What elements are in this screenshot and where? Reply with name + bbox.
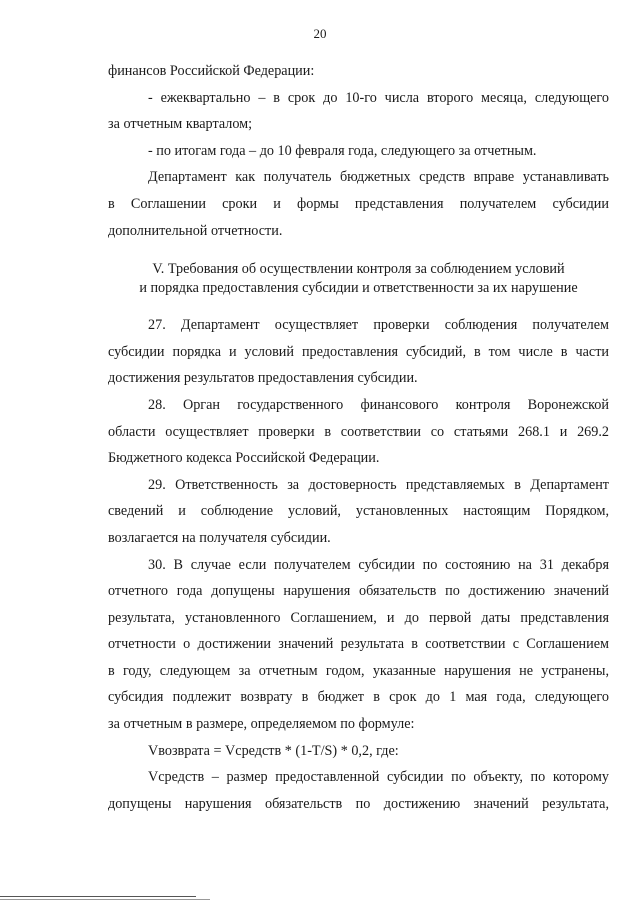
text-line: сведений и соблюдение условий, установленных настоящим Порядком,: [108, 503, 609, 520]
text-line: Vсредств – размер предоставленной субсидии по объекту, по которому: [148, 769, 609, 786]
footer-rule: [0, 899, 210, 900]
paragraph-continuation: [108, 58, 609, 85]
text-line: в году, следующем за отчетным годом, указанные нарушения не устранены,: [108, 662, 609, 679]
paragraph-27: [108, 312, 609, 392]
text-line: 28. Орган государственного финансового контроля Воронежской: [148, 396, 609, 413]
paragraph-29: [108, 472, 609, 552]
text-line: за отчетным в размере, определяемом по формуле:: [108, 716, 415, 733]
text-line: достижения результатов предоставления субсидии.: [108, 370, 418, 387]
text-line: 27. Департамент осуществляет проверки соблюдения получателем: [148, 317, 609, 334]
text-line: финансов Российской Федерации:: [108, 63, 315, 79]
text-line: субсидия подлежит возврату в бюджет в срок до 1 мая года, следующего: [108, 689, 609, 706]
text-line: - по итогам года – до 10 февраля года, следующего за отчетным.: [148, 142, 537, 159]
text-line: - ежеквартально – в срок до 10-го числа второго месяца, следующего: [148, 89, 609, 106]
text-line: результата, установленного Соглашением, и до первой даты представления: [108, 609, 609, 626]
footer-rule: [0, 896, 196, 897]
text-line: за отчетным кварталом;: [108, 116, 253, 133]
text-line: Департамент как получатель бюджетных средств вправе устанавливать: [148, 169, 609, 186]
list-item-quarterly: [108, 85, 609, 138]
text-line: возлагается на получателя субсидии.: [108, 529, 331, 546]
text-line: отчетного года допущены нарушения обязательств по достижению значений: [108, 583, 609, 600]
section-heading: [108, 260, 609, 298]
paragraph-definition: [108, 764, 609, 817]
paragraph-30: [108, 552, 609, 738]
heading-line: V. Требования об осуществлении контроля за соблюдением условий: [152, 261, 565, 278]
formula: [108, 738, 609, 765]
text-line: в Соглашении сроки и формы представления получателем субсидии: [108, 195, 609, 212]
document-body: [108, 58, 609, 817]
page-number: 20: [313, 26, 327, 41]
text-line: 30. В случае если получателем субсидии по состоянию на 31 декабря: [148, 556, 609, 573]
text-line: субсидии порядка и условий предоставления субсидий, в том числе в части: [108, 343, 609, 360]
text-line: области осуществляет проверки в соответствии со статьями 268.1 и 269.2: [108, 423, 609, 440]
text-line: отчетности о достижении значений результата в соответствии с Соглашением: [108, 636, 609, 653]
text-line: допущены нарушения обязательств по достижению значений результата,: [108, 795, 609, 812]
list-item-yearly: [108, 138, 609, 165]
text-line: дополнительной отчетности.: [108, 222, 283, 239]
paragraph-department-reporting: [108, 164, 609, 244]
paragraph-28: [108, 392, 609, 472]
text-line: Бюджетного кодекса Российской Федерации.: [108, 450, 380, 467]
heading-line: и порядка предоставления субсидии и ответственности за их нарушение: [139, 280, 578, 297]
text-line: 29. Ответственность за достоверность представляемых в Департамент: [148, 476, 609, 493]
formula-line: Vвозврата = Vсредств * (1-T/S) * 0,2, где:: [148, 742, 399, 759]
